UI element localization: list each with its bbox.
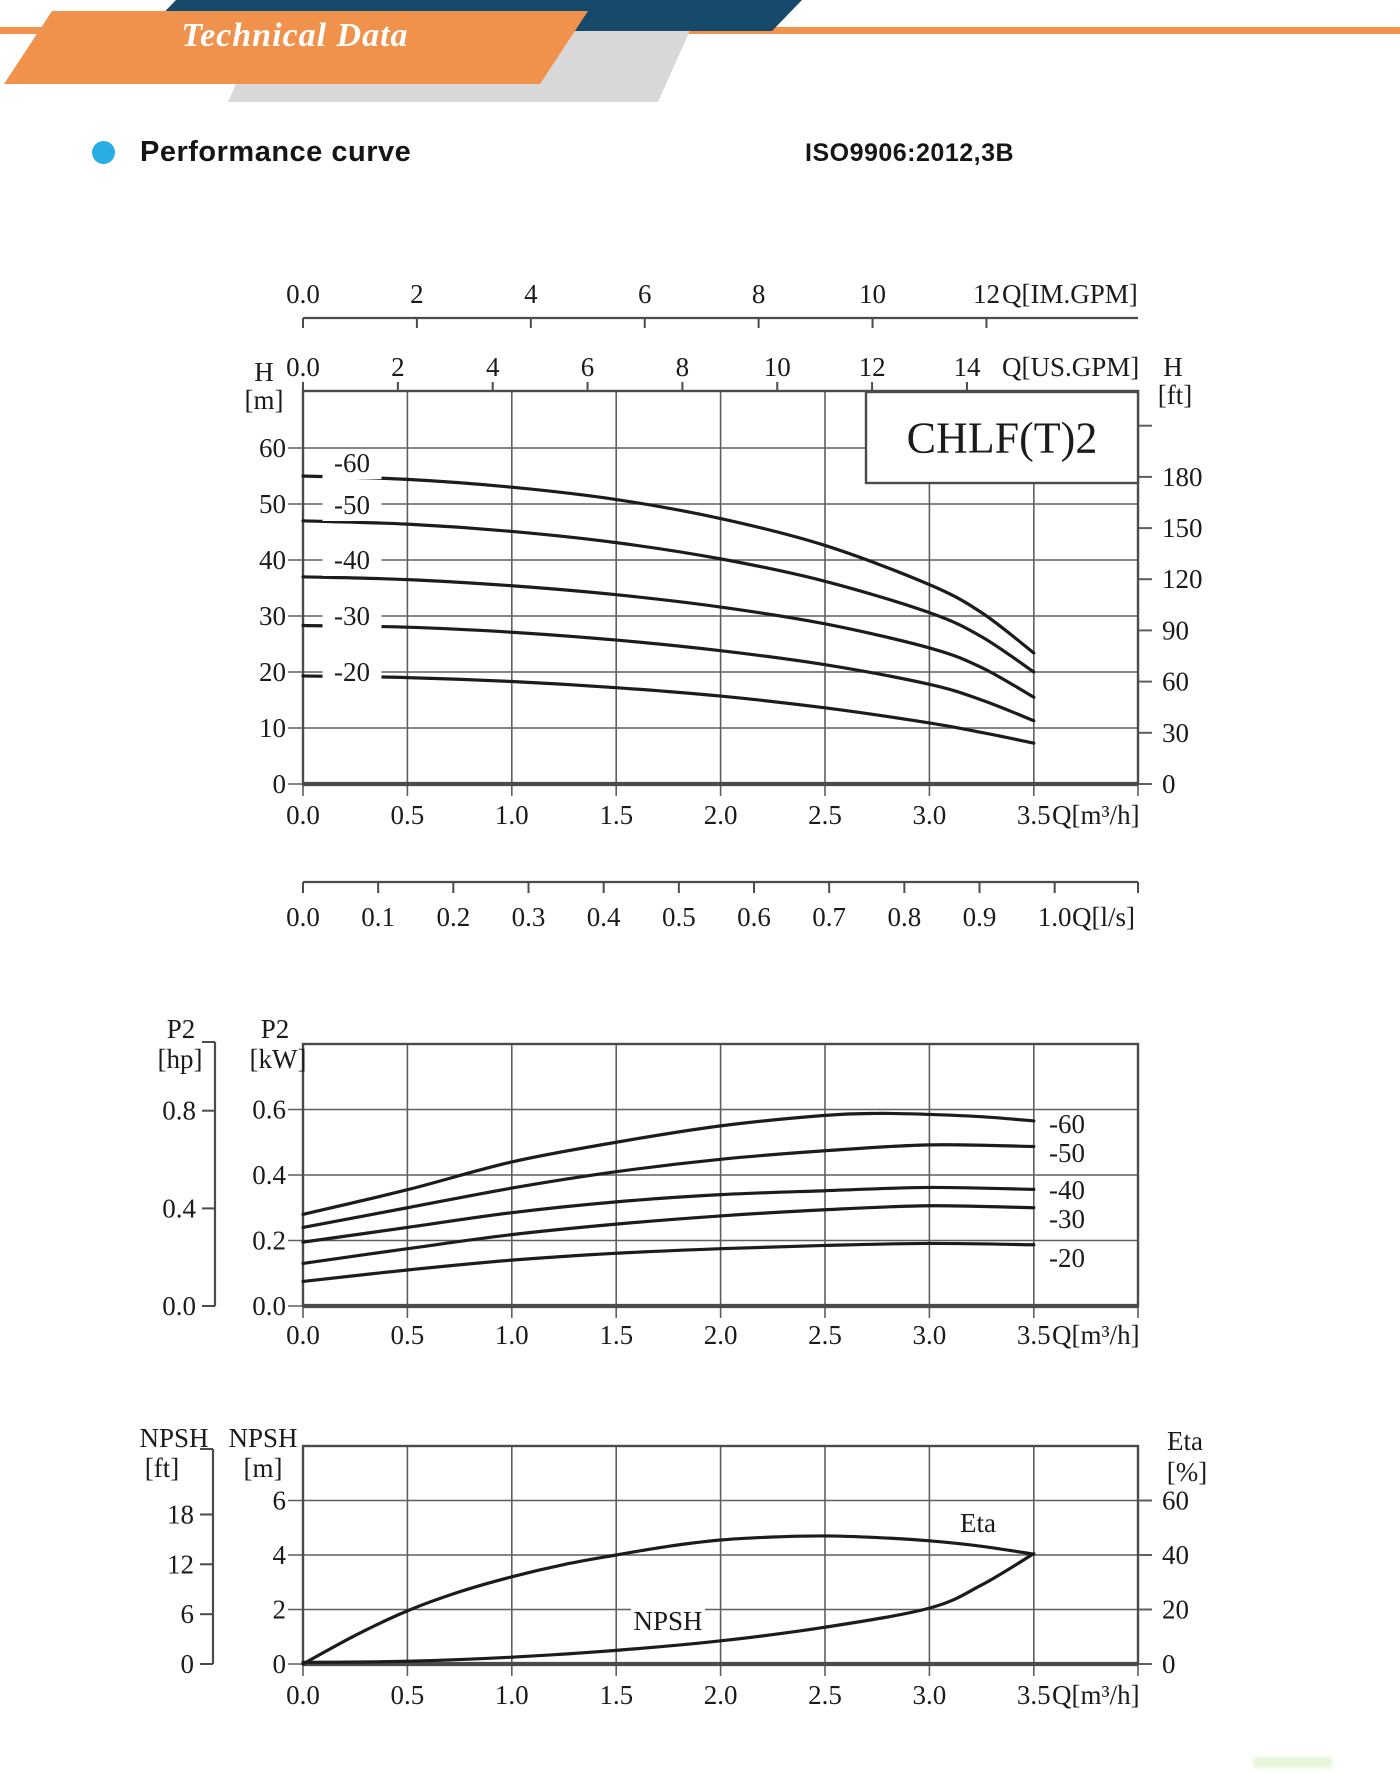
svg-text:60: 60 (1162, 666, 1189, 697)
svg-text:0.6: 0.6 (737, 902, 771, 932)
svg-text:NPSH: NPSH (633, 1606, 703, 1636)
svg-text:0.0: 0.0 (286, 800, 320, 830)
watermark-smudge (1253, 1757, 1333, 1768)
svg-text:4: 4 (485, 352, 500, 382)
svg-text:2.5: 2.5 (808, 800, 842, 830)
chart-power (158, 1014, 1140, 1350)
svg-text:-30: -30 (334, 601, 370, 631)
svg-text:60: 60 (259, 433, 286, 463)
svg-text:90: 90 (1162, 615, 1189, 646)
svg-text:H: H (254, 357, 274, 387)
svg-text:H: H (1163, 352, 1183, 382)
svg-text:6: 6 (637, 279, 652, 309)
curve--20 (303, 676, 1034, 743)
svg-text:0.2: 0.2 (436, 902, 471, 932)
svg-text:12: 12 (972, 279, 1000, 309)
banner-title: Technical Data (181, 17, 409, 54)
svg-text:12: 12 (167, 1549, 194, 1580)
svg-text:2.0: 2.0 (703, 800, 738, 830)
svg-text:40: 40 (1162, 1540, 1189, 1570)
svg-text:2.0: 2.0 (703, 1680, 738, 1710)
svg-text:60: 60 (1162, 1485, 1189, 1516)
svg-text:20: 20 (1162, 1594, 1189, 1625)
svg-text:0.1: 0.1 (361, 902, 396, 932)
svg-text:10: 10 (259, 713, 286, 743)
svg-text:Eta: Eta (960, 1508, 996, 1538)
svg-text:3.0: 3.0 (912, 1320, 947, 1350)
svg-text:50: 50 (259, 489, 286, 519)
svg-text:0.4: 0.4 (162, 1193, 196, 1224)
svg-text:120: 120 (1162, 564, 1203, 595)
svg-text:-60: -60 (334, 448, 370, 478)
svg-text:[%]: [%] (1166, 1457, 1208, 1487)
svg-text:8: 8 (675, 352, 690, 382)
chart-head-flow (245, 279, 1203, 932)
section-title: Performance curve (140, 136, 412, 168)
svg-text:30: 30 (1162, 717, 1189, 748)
svg-text:-40: -40 (1049, 1175, 1085, 1205)
svg-text:6: 6 (180, 1599, 194, 1630)
svg-text:2.0: 2.0 (703, 1320, 738, 1350)
svg-text:2: 2 (272, 1594, 286, 1625)
svg-text:12: 12 (858, 352, 886, 382)
svg-text:0.0: 0.0 (286, 1320, 320, 1350)
svg-text:1.5: 1.5 (599, 1320, 634, 1350)
svg-text:8: 8 (751, 279, 766, 309)
svg-text:0: 0 (272, 769, 286, 799)
svg-text:2.5: 2.5 (808, 1320, 842, 1350)
bullet-icon (92, 141, 115, 164)
svg-text:0.0: 0.0 (162, 1291, 196, 1321)
svg-text:NPSH: NPSH (139, 1423, 209, 1453)
svg-text:Q[l/s]: Q[l/s] (1072, 902, 1135, 932)
svg-text:0.0: 0.0 (286, 1680, 320, 1710)
svg-text:1.0: 1.0 (1037, 902, 1072, 932)
svg-text:P2: P2 (166, 1014, 196, 1044)
svg-text:[m]: [m] (243, 1453, 283, 1483)
svg-text:[ft]: [ft] (1157, 380, 1193, 410)
svg-text:-50: -50 (334, 490, 370, 520)
svg-text:3.5: 3.5 (1016, 800, 1051, 830)
svg-text:-20: -20 (1049, 1243, 1085, 1273)
svg-text:0: 0 (1162, 1649, 1176, 1679)
svg-text:0.4: 0.4 (252, 1160, 286, 1190)
svg-text:Eta: Eta (1167, 1426, 1203, 1456)
svg-text:2: 2 (391, 352, 405, 382)
svg-text:0: 0 (1162, 769, 1176, 799)
svg-text:0.5: 0.5 (390, 800, 425, 830)
svg-text:4: 4 (272, 1540, 286, 1570)
svg-text:30: 30 (259, 601, 286, 631)
svg-text:0: 0 (272, 1649, 286, 1679)
svg-text:1.0: 1.0 (494, 1680, 529, 1710)
svg-text:0.0: 0.0 (252, 1291, 286, 1321)
section-header (0, 128, 1400, 178)
svg-text:-20: -20 (334, 657, 370, 687)
svg-text:0.5: 0.5 (390, 1680, 425, 1710)
svg-text:0.0: 0.0 (286, 352, 320, 382)
svg-text:NPSH: NPSH (228, 1423, 298, 1453)
svg-text:6: 6 (580, 352, 595, 382)
svg-text:180: 180 (1162, 461, 1203, 492)
svg-text:0.0: 0.0 (286, 902, 320, 932)
svg-text:-30: -30 (1049, 1204, 1085, 1234)
svg-text:10: 10 (763, 352, 791, 382)
iso-standard-label: ISO9906:2012,3B (805, 139, 1015, 167)
svg-text:Q[m³/h]: Q[m³/h] (1052, 1320, 1140, 1350)
svg-text:1.0: 1.0 (494, 1320, 529, 1350)
svg-text:14: 14 (953, 352, 981, 382)
svg-text:0: 0 (180, 1649, 194, 1679)
svg-text:0.7: 0.7 (812, 902, 847, 932)
svg-text:3.5: 3.5 (1016, 1320, 1051, 1350)
svg-text:[ft]: [ft] (144, 1453, 180, 1483)
svg-text:3.0: 3.0 (912, 800, 947, 830)
svg-text:2.5: 2.5 (808, 1680, 842, 1710)
svg-text:0.5: 0.5 (661, 902, 696, 932)
svg-text:-50: -50 (1049, 1138, 1085, 1168)
svg-text:[hp]: [hp] (157, 1044, 203, 1074)
svg-text:150: 150 (1162, 513, 1203, 544)
svg-text:0.8: 0.8 (162, 1095, 196, 1126)
svg-text:0.3: 0.3 (511, 902, 546, 932)
svg-text:CHLF(T)2: CHLF(T)2 (906, 413, 1098, 463)
svg-text:P2: P2 (260, 1014, 290, 1044)
svg-text:0.4: 0.4 (586, 902, 621, 932)
svg-text:40: 40 (259, 545, 286, 575)
svg-text:Q[IM.GPM]: Q[IM.GPM] (1002, 279, 1138, 309)
svg-text:1.5: 1.5 (599, 800, 634, 830)
svg-text:[m]: [m] (244, 385, 284, 415)
svg-text:3.5: 3.5 (1016, 1680, 1051, 1710)
svg-text:10: 10 (859, 279, 887, 309)
svg-text:0.9: 0.9 (962, 902, 997, 932)
svg-text:0.6: 0.6 (252, 1094, 286, 1125)
svg-text:1.5: 1.5 (599, 1680, 634, 1710)
svg-text:0.0: 0.0 (286, 279, 320, 309)
svg-text:3.0: 3.0 (912, 1680, 947, 1710)
svg-text:6: 6 (272, 1485, 286, 1516)
svg-text:4: 4 (524, 279, 538, 309)
svg-text:Q[US.GPM]: Q[US.GPM] (1002, 352, 1140, 382)
svg-text:0.5: 0.5 (390, 1320, 425, 1350)
svg-text:0.8: 0.8 (887, 902, 922, 932)
svg-text:-40: -40 (334, 545, 370, 575)
chart-npsh-eta (139, 1423, 1207, 1710)
svg-text:Q[m³/h]: Q[m³/h] (1052, 1680, 1140, 1710)
curve--40 (303, 1187, 1034, 1242)
curve--30 (303, 626, 1034, 721)
svg-text:18: 18 (167, 1499, 194, 1530)
svg-text:2: 2 (410, 279, 424, 309)
curve--50 (303, 521, 1034, 672)
svg-text:Q[m³/h]: Q[m³/h] (1052, 800, 1140, 830)
svg-text:1.0: 1.0 (494, 800, 529, 830)
svg-text:[kW]: [kW] (249, 1044, 307, 1074)
svg-text:0.2: 0.2 (252, 1225, 286, 1256)
header-banner (0, 0, 1400, 110)
svg-text:20: 20 (259, 657, 286, 687)
curve--30 (303, 1206, 1034, 1264)
performance-charts (0, 230, 1400, 1774)
svg-text:-60: -60 (1049, 1109, 1085, 1139)
